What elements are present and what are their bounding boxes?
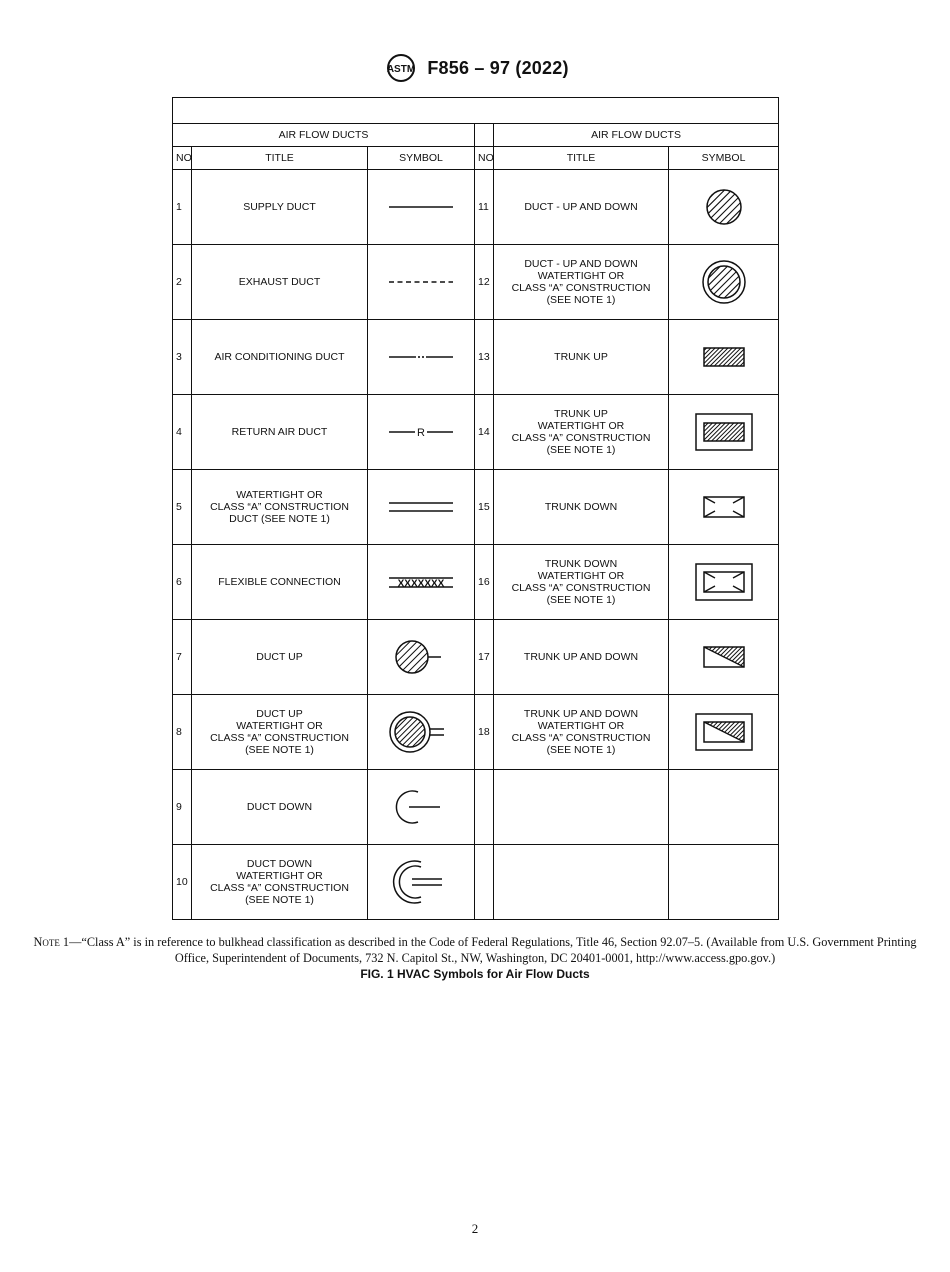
duct-down-symbol xyxy=(368,770,475,845)
row-number: 1 xyxy=(173,170,192,245)
title-line: CLASS “A” CONSTRUCTION xyxy=(210,882,349,894)
row-number: 18 xyxy=(475,695,494,770)
row-title xyxy=(192,245,368,320)
row-title xyxy=(192,470,368,545)
column-header-no: NO xyxy=(475,147,494,170)
flexible-connection-symbol xyxy=(368,545,475,620)
column-header-symbol: SYMBOL xyxy=(669,147,779,170)
table-row xyxy=(173,545,779,620)
title-line: TRUNK UP xyxy=(554,351,608,363)
row-title xyxy=(494,695,669,770)
page-number: 2 xyxy=(471,1221,479,1236)
trunk-up-and-down-symbol xyxy=(669,620,779,695)
supply-duct-symbol-icon xyxy=(381,195,461,219)
hvac-symbols-table xyxy=(172,97,779,920)
title-line: DUCT UP xyxy=(256,651,303,663)
supply-duct-symbol xyxy=(368,170,475,245)
row-title xyxy=(494,545,669,620)
row-title xyxy=(494,320,669,395)
section-title-right: AIR FLOW DUCTS xyxy=(494,124,779,147)
title-line: CLASS “A” CONSTRUCTION xyxy=(511,432,651,444)
table-row xyxy=(173,770,779,845)
duct-up-watertight-symbol xyxy=(368,695,475,770)
duct-down-watertight-symbol xyxy=(368,845,475,920)
title-line: DUCT UP xyxy=(256,708,303,720)
duct-down-symbol-icon xyxy=(381,782,461,832)
row-title xyxy=(494,395,669,470)
trunk-up-watertight-symbol-icon xyxy=(693,411,755,453)
row-title xyxy=(192,770,368,845)
column-header-title: TITLE xyxy=(494,147,669,170)
title-line: (SEE NOTE 1) xyxy=(546,294,616,306)
column-header-title: TITLE xyxy=(192,147,368,170)
title-line: (SEE NOTE 1) xyxy=(546,444,616,456)
trunk-up-symbol-icon xyxy=(694,342,754,372)
document-designation: F856 – 97 (2022) xyxy=(427,57,569,78)
note-text: —“Class A” is in reference to bulkhead classification as described in the Code of Federal Regulations, Title 46, Section 92.07–5. (Available from U.S. Government Printing Office, Superintendent of Documents, 732 N. Capitol St., NW, Washington, DC 20401-0001, http://www.access.gpo.gov.) xyxy=(69,935,917,965)
astm-logo-icon xyxy=(381,51,421,85)
empty-cell xyxy=(494,770,669,845)
row-number: 11 xyxy=(475,170,494,245)
duct-up-and-down-watertight-symbol-icon xyxy=(694,254,754,310)
trunk-down-symbol-icon xyxy=(694,492,754,522)
empty-cell xyxy=(669,845,779,920)
title-line: CLASS “A” CONSTRUCTION xyxy=(511,282,651,294)
row-title xyxy=(494,620,669,695)
air-conditioning-duct-symbol xyxy=(368,320,475,395)
watertight-duct-symbol-icon xyxy=(381,495,461,519)
empty-cell xyxy=(475,770,494,845)
row-number: 2 xyxy=(173,245,192,320)
trunk-up-and-down-watertight-symbol xyxy=(669,695,779,770)
title-line: (SEE NOTE 1) xyxy=(546,744,616,756)
title-line: WATERTIGHT OR xyxy=(236,489,323,501)
row-title xyxy=(192,695,368,770)
section-title-left: AIR FLOW DUCTS xyxy=(173,124,475,147)
row-number: 12 xyxy=(475,245,494,320)
title-line: WATERTIGHT OR xyxy=(236,720,323,732)
row-number: 4 xyxy=(173,395,192,470)
table-row xyxy=(173,395,779,470)
empty-cell xyxy=(494,845,669,920)
row-number: 6 xyxy=(173,545,192,620)
title-line: DUCT (SEE NOTE 1) xyxy=(229,513,330,525)
row-number: 14 xyxy=(475,395,494,470)
flexible-connection-label: XXXXXXX xyxy=(397,578,445,590)
row-title xyxy=(192,170,368,245)
exhaust-duct-symbol xyxy=(368,245,475,320)
duct-up-watertight-symbol-icon xyxy=(381,705,461,759)
title-line: FLEXIBLE CONNECTION xyxy=(218,576,341,588)
title-line: SUPPLY DUCT xyxy=(243,201,316,213)
trunk-up-and-down-watertight-symbol-icon xyxy=(693,711,755,753)
row-title xyxy=(192,845,368,920)
title-line: TRUNK DOWN xyxy=(544,501,618,513)
row-number: 17 xyxy=(475,620,494,695)
return-air-duct-symbol-icon xyxy=(381,420,461,444)
return-air-label: R xyxy=(417,427,425,439)
title-line: WATERTIGHT OR xyxy=(537,420,625,432)
row-number: 9 xyxy=(173,770,192,845)
title-line: TRUNK UP xyxy=(554,408,608,420)
row-title xyxy=(192,395,368,470)
title-line: DUCT - UP AND DOWN xyxy=(524,201,638,213)
row-number: 13 xyxy=(475,320,494,395)
air-conditioning-duct-symbol-icon xyxy=(381,345,461,369)
table-blank-header xyxy=(173,98,779,124)
flexible-connection-symbol-icon xyxy=(381,570,461,594)
row-title xyxy=(494,245,669,320)
title-line: CLASS “A” CONSTRUCTION xyxy=(511,582,651,594)
title-line: AIR CONDITIONING DUCT xyxy=(214,351,345,363)
row-number: 7 xyxy=(173,620,192,695)
table-row xyxy=(173,695,779,770)
title-line: DUCT DOWN xyxy=(246,858,313,870)
column-header-symbol: SYMBOL xyxy=(368,147,475,170)
title-line: WATERTIGHT OR xyxy=(236,870,323,882)
title-line: WATERTIGHT OR xyxy=(537,720,625,732)
title-line: CLASS “A” CONSTRUCTION xyxy=(511,732,651,744)
duct-up-and-down-symbol xyxy=(669,170,779,245)
table-row xyxy=(173,845,779,920)
title-line: RETURN AIR DUCT xyxy=(231,426,328,438)
title-line: (SEE NOTE 1) xyxy=(245,894,314,906)
row-title xyxy=(192,620,368,695)
table-row xyxy=(173,470,779,545)
duct-up-symbol xyxy=(368,620,475,695)
title-line: (SEE NOTE 1) xyxy=(546,594,616,606)
row-title xyxy=(192,320,368,395)
table-row xyxy=(173,170,779,245)
title-line: WATERTIGHT OR xyxy=(537,270,625,282)
table-row xyxy=(173,320,779,395)
return-air-duct-symbol xyxy=(368,395,475,470)
title-line: DUCT DOWN xyxy=(246,801,313,813)
title-line: (SEE NOTE 1) xyxy=(245,744,314,756)
row-number: 5 xyxy=(173,470,192,545)
title-line: EXHAUST DUCT xyxy=(238,276,321,288)
column-header-no: NO xyxy=(173,147,192,170)
watertight-duct-symbol xyxy=(368,470,475,545)
row-number: 3 xyxy=(173,320,192,395)
astm-logo-text: ASTM xyxy=(387,64,416,75)
duct-down-watertight-symbol-icon xyxy=(381,854,461,910)
figure-caption: FIG. 1 HVAC Symbols for Air Flow Ducts xyxy=(360,967,590,981)
title-line: TRUNK DOWN xyxy=(544,558,618,570)
trunk-up-watertight-symbol xyxy=(669,395,779,470)
title-line: TRUNK UP AND DOWN xyxy=(523,651,639,663)
title-line: WATERTIGHT OR xyxy=(537,570,625,582)
row-number: 15 xyxy=(475,470,494,545)
duct-up-symbol-icon xyxy=(381,632,461,682)
title-line: CLASS “A” CONSTRUCTION xyxy=(210,501,349,513)
trunk-down-watertight-symbol xyxy=(669,545,779,620)
page-header xyxy=(0,48,950,88)
duct-up-and-down-watertight-symbol xyxy=(669,245,779,320)
row-number: 16 xyxy=(475,545,494,620)
footnote xyxy=(18,934,932,966)
empty-cell xyxy=(475,845,494,920)
row-number: 8 xyxy=(173,695,192,770)
table-row xyxy=(173,245,779,320)
row-title xyxy=(494,470,669,545)
trunk-up-symbol xyxy=(669,320,779,395)
exhaust-duct-symbol-icon xyxy=(381,270,461,294)
empty-cell xyxy=(669,770,779,845)
title-line: TRUNK UP AND DOWN xyxy=(523,708,639,720)
duct-up-and-down-symbol-icon xyxy=(694,182,754,232)
trunk-down-watertight-symbol-icon xyxy=(693,561,755,603)
title-line: CLASS “A” CONSTRUCTION xyxy=(210,732,349,744)
row-title xyxy=(192,545,368,620)
section-title-gap xyxy=(475,124,494,147)
note-label: Note 1 xyxy=(33,935,70,949)
title-line: DUCT - UP AND DOWN xyxy=(524,258,638,270)
trunk-down-symbol xyxy=(669,470,779,545)
table-row xyxy=(173,620,779,695)
trunk-up-and-down-symbol-icon xyxy=(694,642,754,672)
row-title xyxy=(494,170,669,245)
row-number: 10 xyxy=(173,845,192,920)
